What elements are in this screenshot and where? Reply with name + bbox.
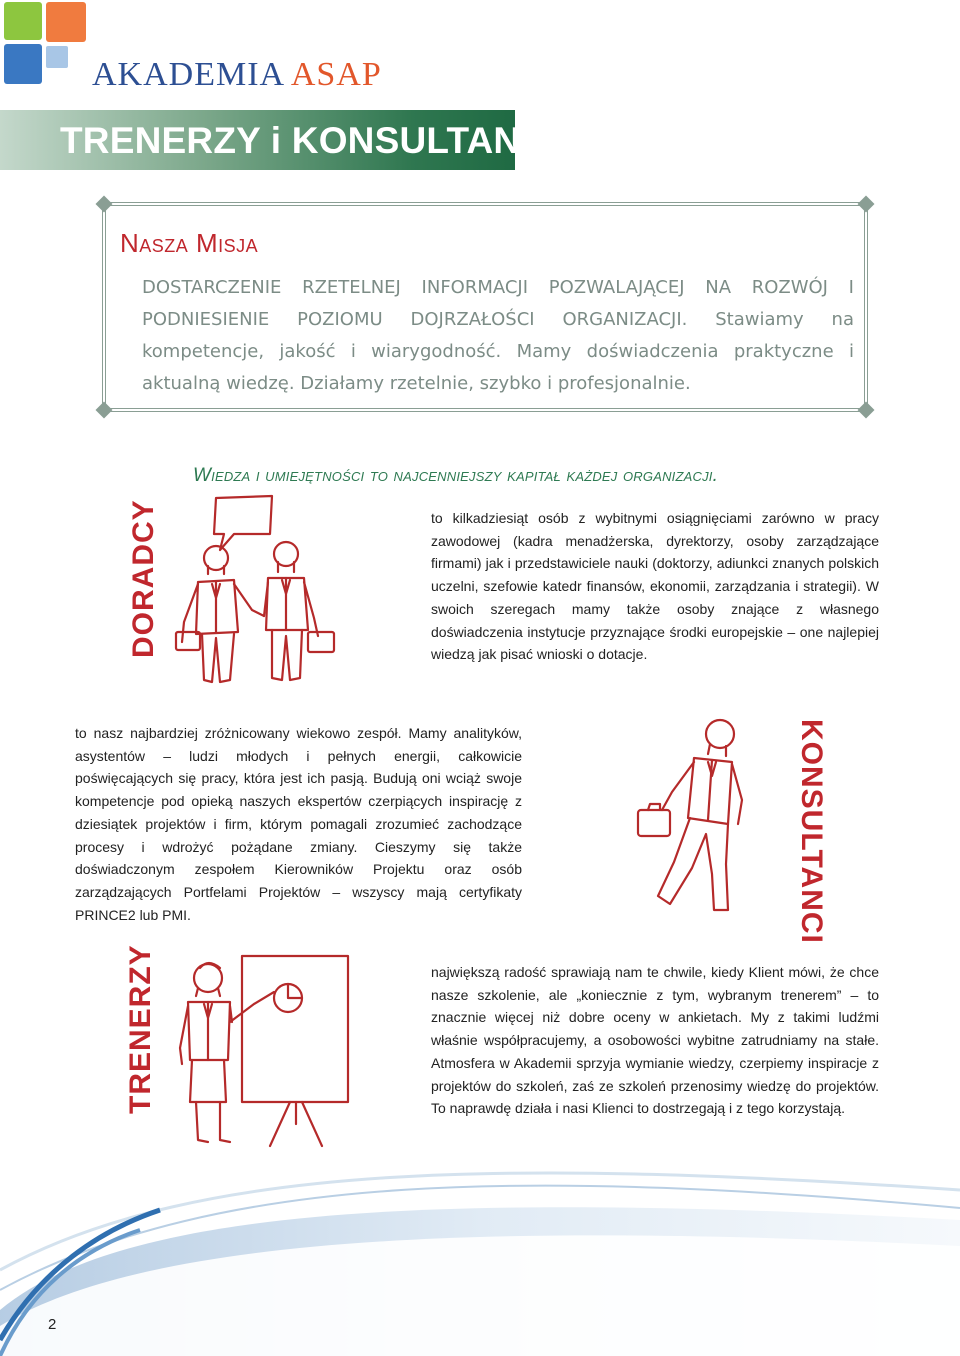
trainer-presentation-illustration	[170, 952, 356, 1148]
konsultanci-text: to nasz najbardziej zróżnicowany wiekowo zespół. Mamy analityków, asystentów – ludzi młodych i pełnych energii, całkowicie poświęcających się pracy, która jest ich pasją. Budują oni wciąż swoje kompetencje pod opieką naszych ekspertów czerpiących inspirację z dziesiątek projektów i firm, którym pomagali zrozumieć zachodzące procesy i wdrożyć pożądane zmiany. Cieszymy się także doświadczonym zespołem Kierowników Projektu oraz osób zarządzających Portfelami Projektów – wszyscy mają certyfikaty PRINCE2 lub PMI.	[75, 725, 522, 923]
tagline: Wiedza i umiejętności to najcenniejszy kapitał każdej organizacji.	[193, 465, 719, 486]
page-title: TRENERZY i KONSULTANCI	[60, 120, 558, 161]
mission-text: DOSTARCZENIE RZETELNEJ INFORMACJI POZWALAJĄCEJ NA ROZWÓJ I PODNIESIENIE POZIOMU DOJRZAŁOŚCI ORGANIZACJI. Stawiamy na kompetencje, jakość i wiarygodność. Mamy doświadczenia praktyczne i aktualną wiedzę. Działamy rzetelnie, szybko i profesjonalnie.	[142, 277, 854, 394]
logo-word-asap: ASAP	[290, 56, 382, 93]
advisors-handshake-illustration	[168, 492, 336, 688]
footer-wave-decoration	[0, 1150, 960, 1356]
consultant-walking-illustration	[628, 714, 758, 914]
logo-wordmark	[92, 56, 382, 94]
page-number: 2	[48, 1316, 57, 1333]
doradcy-text: to kilkadziesiąt osób z wybitnymi osiągnięciami zarówno w pracy zawodowej (kadra menadżerska, dyrektorzy, osoby zarządzające firmami) jak i przedstawiciele nauki (doktorzy, adiunkci znanych polskich uczelni, szefowie katedr finansów, ekonomii, zarządzania i strategii). W swoich szeregach mamy także osoby znające z własnego doświadczenia instytucje przyznające środki europejskie – one najlepiej wiedzą jak pisać wnioski o dotacje.	[431, 510, 879, 663]
mission-heading: Nasza Misja	[120, 228, 259, 258]
trenerzy-text: największą radość sprawiają nam te chwile, kiedy Klient mówi, że chce nasze szkolenie, ale „koniecznie z tym, wybranym trenerem” – to znacznie więcej niż dobre oceny w ankietach. My z takimi ludźmi właśnie współpracujemy, a osobowości wybitne zatrudniamy na stałe. Atmosfera w Akademii sprzyja wymianie wiedzy, czerpiemy inspiracje z projektów do szkoleń, zaś ze szkoleń przenosimy wiedzę do projektów. To naprawdę działa i nasi Klienci to dostrzegają i z tego korzystają.	[431, 964, 879, 1117]
logo-mark	[0, 0, 90, 92]
section-title-trenerzy: TRENERZY	[124, 944, 157, 1114]
section-title-doradcy: DORADCY	[127, 499, 160, 658]
logo-word-akademia: AKADEMIA	[92, 56, 284, 93]
section-title-konsultanci: KONSULTANCI	[795, 719, 828, 944]
